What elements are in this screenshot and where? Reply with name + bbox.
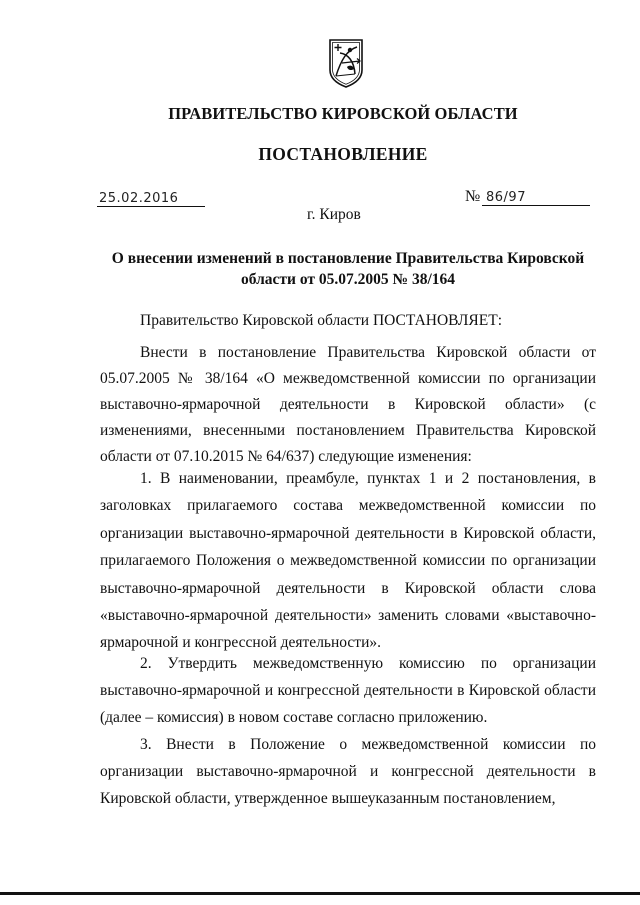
paragraph-item-3: 3. Внести в Положение о межведомственной комиссии по организации выставочно-ярмарочной и конгрессной деятельности в Кировской области, утвержденное вышеуказанным постановлением, bbox=[100, 736, 596, 807]
organization-title: ПРАВИТЕЛЬСТВО КИРОВСКОЙ ОБЛАСТИ bbox=[168, 104, 518, 123]
page-bottom-edge bbox=[0, 892, 640, 895]
document-number: 86/97 bbox=[486, 190, 526, 205]
paragraph-item-1: 1. В наименовании, преамбуле, пунктах 1 и 2 постановления, в заголовках прилагаемого состава межведомственной комиссии по организации выставочно-ярмарочной деятельности в Кировской области, прилагаемого Положения о межведомственной комиссии по организации выставочно-ярмарочной деятельности в Кировской области слова «выставочно-ярмарочной деятельности» заменить словами «выставочно-ярмарочной и конгрессной деятельности». bbox=[100, 470, 596, 652]
document-type-title: ПОСТАНОВЛЕНИЕ bbox=[258, 144, 428, 164]
coat-of-arms-icon bbox=[327, 36, 365, 88]
city-label: г. Киров bbox=[307, 206, 361, 223]
document-date: 25.02.2016 bbox=[99, 191, 179, 206]
date-underline bbox=[97, 206, 205, 207]
preamble-text: Правительство Кировской области ПОСТАНОВЛЯЕТ: bbox=[140, 312, 503, 329]
document-subject: О внесении изменений в постановление Правительства Кировской области от 05.07.2005 № 38/164 bbox=[111, 250, 585, 288]
number-underline bbox=[482, 205, 590, 206]
number-sign: № bbox=[465, 188, 481, 205]
paragraph-intro: Внести в постановление Правительства Кировской области от 05.07.2005 № 38/164 «О межведомственной комиссии по организации выставочно-ярмарочной деятельности в Кировской области» (с изменениями, внесенными постановлением Правительства Кировской области от 07.10.2015 № 64/637) следующие изменения: bbox=[100, 344, 596, 465]
paragraph-item-2: 2. Утвердить межведомственную комиссию по организации выставочно-ярмарочной и конгрессной деятельности в Кировской области (далее – комиссия) в новом составе согласно приложению. bbox=[100, 655, 596, 726]
